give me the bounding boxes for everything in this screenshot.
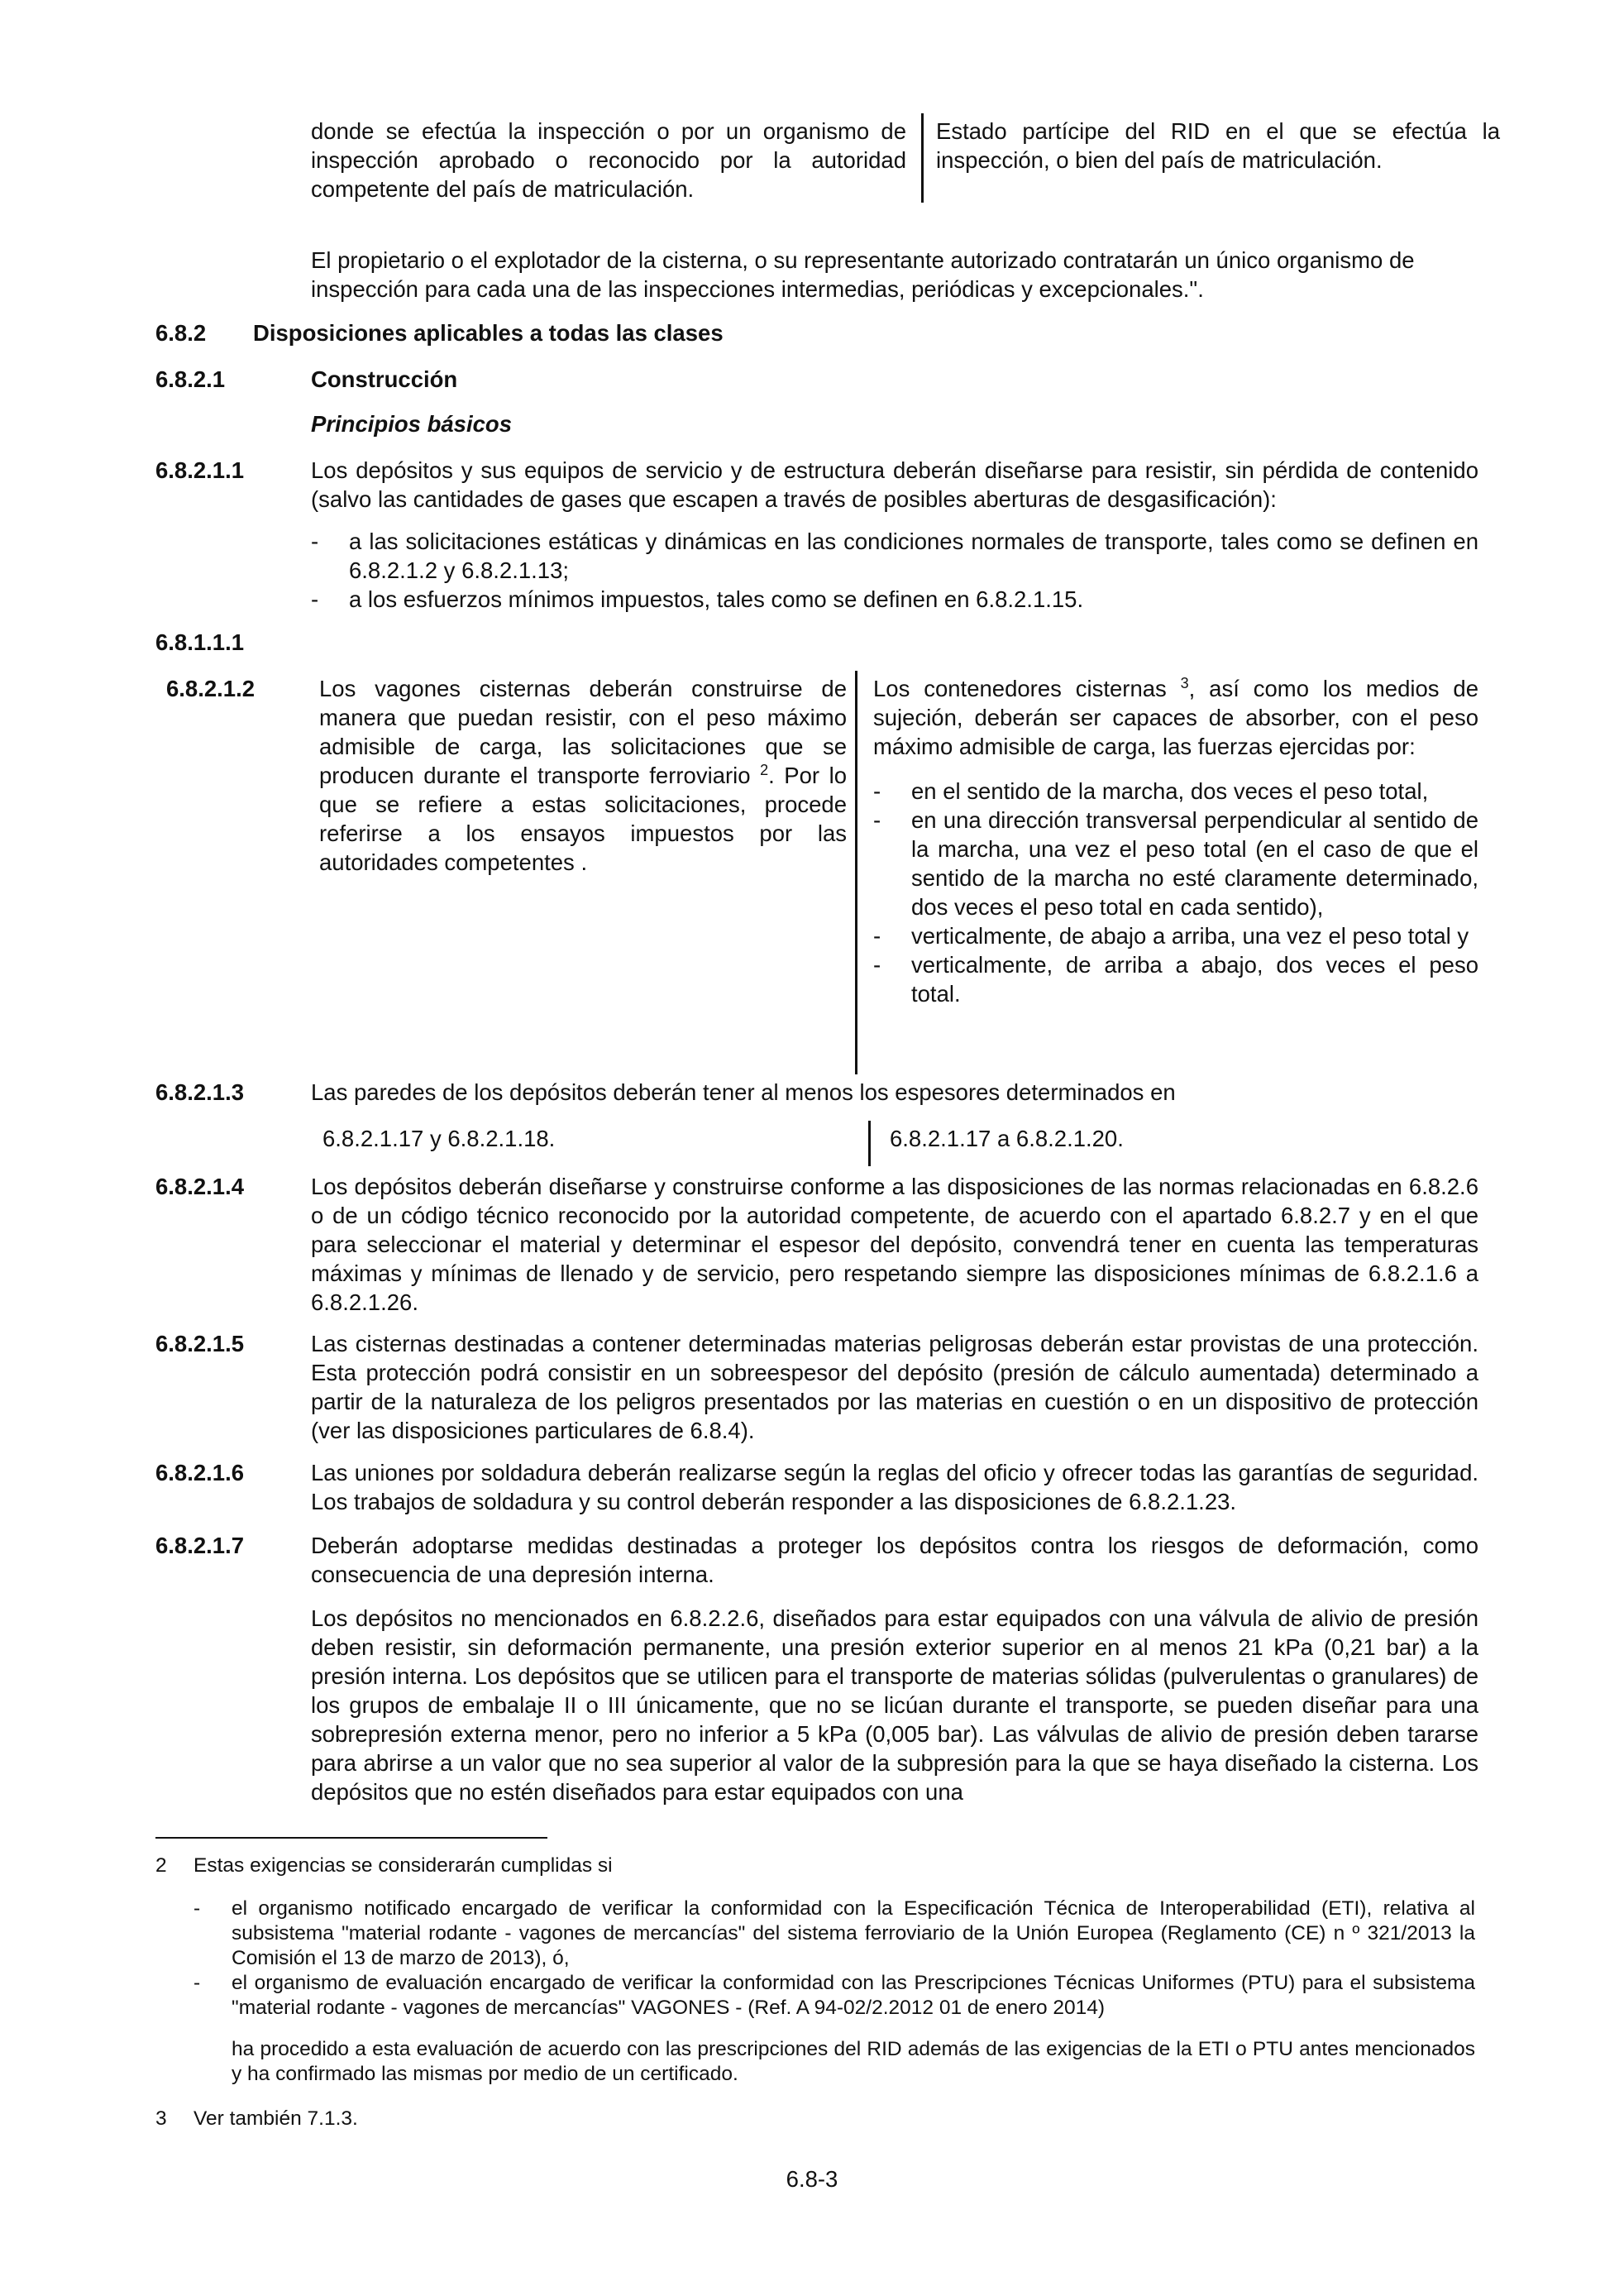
thickness-ref-left: 6.8.2.1.17 y 6.8.2.1.18. (322, 1126, 556, 1151)
tank-containers-text: Los contenedores cisternas $^3$, así como los medios de sujeción, deberán ser capaces de absorber, con el peso máximo admisible de carga, las fuerzas ejercidas por: (873, 674, 1478, 759)
paragraph-number: 6.8.2.1.4 (155, 1174, 245, 1199)
paragraph-text-continued: Los depósitos no mencionados en 6.8.2.2.6, diseñados para estar equipados con una válvula de alivio de presión deben resistir, sin deformación permanente, una presión exterior superior en al menos 21 kPa (0,21 bar) a la presión interna. Los depósitos que se utilicen para el transporte de materias sólidas (pulverulentas o granulares) de los grupos de embalaje II o III únicamente, que no se licúan durante el transporte, se pueden diseñar para una sobrepresión externa menor, pero no inferior a 5 kPa (0,005 bar). Las válvulas de alivio de presión deben tararse para abrirse a un valor que no sea superior al valor de la subpresión para la que se haya diseñado la cisterna. Los depósitos que no estén diseñados para estar equipados con una (311, 1605, 1478, 1805)
column-divider (921, 113, 924, 203)
thickness-ref-right: 6.8.2.1.17 a 6.8.2.1.20. (890, 1126, 1124, 1151)
paragraph-text: Las paredes de los depósitos deberán tener al menos los espesores determinados en (311, 1079, 1176, 1105)
footnote-list-item: - el organismo notificado encargado de verificar la conformidad con la Especificación Técnica de Interoperabilidad (ETI), relativa al subsistema "material rodante - vagones de mercancías" del sistema ferroviario de la Unión Europea (Reglamento (CE) n º 321/2013 la Comisión el 13 de marzo de 2013), ó, (193, 1897, 1475, 1971)
footnote-text: Ver también 7.1.3. (193, 2107, 358, 2130)
paragraph-number: 6.8.2.1.7 (155, 1533, 245, 1558)
footnote-separator (155, 1837, 547, 1839)
subsection-title: Construcción (311, 366, 458, 392)
footnote-intro: Estas exigencias se considerarán cumplidas si (193, 1854, 613, 1877)
stray-paragraph-number: 6.8.1.1.1 (155, 629, 245, 655)
footnote-list (193, 1897, 1475, 2021)
forces-list (873, 777, 1478, 1008)
paragraph-number: 6.8.2.1.1 (155, 457, 245, 483)
footnote-list-item: - el organismo de evaluación encargado de verificar la conformidad con las Prescripciones Técnicas Uniformes (PTU) para el subsistema "material rodante - vagones de mercancías" VAGONES - (Ref. A 94-02/2.2012 01 de enero 2014) (193, 1971, 1475, 2021)
footnote-mark: 2 (155, 1854, 167, 1877)
list-item: - a las solicitaciones estáticas y dinámicas en las condiciones normales de transporte, tales como se definen en 6.8.2.1.2 y 6.8.2.1.13; (311, 527, 1478, 585)
subheading: Principios básicos (311, 411, 513, 437)
list-item: - verticalmente, de abajo a arriba, una vez el peso total y (873, 921, 1478, 950)
intro-paragraph: El propietario o el explotador de la cisterna, o su representante autorizado contratarán un único organismo de inspección para cada una de las inspecciones intermedias, periódicas y excepcionales.". (311, 247, 1415, 302)
list-item: - en el sentido de la marcha, dos veces el peso total, (873, 777, 1478, 806)
page-number: 6.8-3 (786, 2166, 838, 2192)
paragraph-text: Las uniones por soldadura deberán realizarse según la reglas del oficio y ofrecer todas las garantías de seguridad. Los trabajos de soldadura y su control deberán responder a las disposiciones de 6.8.2.1.23. (311, 1460, 1478, 1514)
list-item: - verticalmente, de arriba a abajo, dos veces el peso total. (873, 950, 1478, 1008)
subsection-number: 6.8.2.1 (155, 366, 226, 392)
paragraph-text: Deberán adoptarse medidas destinadas a proteger los depósitos contra los riesgos de deformación, como consecuencia de una depresión interna. (311, 1533, 1478, 1587)
paragraph-number: 6.8.2.1.3 (155, 1079, 245, 1105)
footnote-ref: 2 (760, 761, 769, 778)
list-item: - en una dirección transversal perpendicular al sentido de la marcha, una vez el peso total (en el caso de que el sentido de la marcha no esté claramente determinado, dos veces el peso total en cada sentido), (873, 806, 1478, 921)
paragraph-number: 6.8.2.1.5 (155, 1331, 245, 1356)
paragraph-number: 6.8.2.1.6 (155, 1460, 245, 1485)
footnote-outro: ha procedido a esta evaluación de acuerdo con las prescripciones del RID además de las exigencias de la ETI o PTU antes mencionados y ha confirmado las mismas por medio de un certificado. (232, 2038, 1475, 2085)
column-divider (855, 671, 857, 1074)
rail-tank-wagons-text: Los vagones cisternas deberán construirse de manera que puedan resistir, con el peso máximo admisible de carga, las solicitaciones que se producen durante el transporte ferroviario $^2$. Por lo que se refiere a estas solicitaciones, procede referirse a los ensayos impuestos por las autoridades competentes . (319, 676, 847, 875)
paragraph-number: 6.8.2.1.2 (166, 676, 256, 701)
column-divider (868, 1121, 871, 1166)
paragraph-text: Los depósitos y sus equipos de servicio y de estructura deberán diseñarse para resistir, sin pérdida de contenido (salvo las cantidades de gases que escapen a través de posibles aberturas de desgasificación): (311, 457, 1478, 512)
paragraph-text: Los depósitos deberán diseñarse y construirse conforme a las disposiciones de las normas relacionadas en 6.8.2.6 o de un código técnico reconocido por la autoridad competente, de acuerdo con el apartado 6.8.2.7 y en el que para seleccionar el material y determinar el espesor del depósito, convendrá tener en cuenta las temperaturas máximas y mínimas de llenado y de servicio, pero respetando siempre las disposiciones mínimas de 6.8.2.1.6 a 6.8.2.1.26. (311, 1174, 1478, 1315)
section-number: 6.8.2 (155, 320, 207, 346)
paragraph-text: Las cisternas destinadas a contener determinadas materias peligrosas deberán estar provistas de una protección. Esta protección podrá consistir en un sobreespesor del depósito (presión de cálculo aumentada) determinado a partir de la naturaleza de los peligros presentados por las materias en cuestión o en un dispositivo de protección (ver las disposiciones particulares de 6.8.4). (311, 1331, 1478, 1443)
footnote-ref: 3 (1180, 674, 1189, 691)
list-item: - a los esfuerzos mínimos impuestos, tales como se definen en 6.8.2.1.15. (311, 585, 1478, 614)
footnote-mark: 3 (155, 2107, 167, 2130)
bullet-list (311, 527, 1478, 614)
top-table-left: donde se efectúa la inspección o por un organismo de inspección aprobado o reconocido por la autoridad competente del país de matriculación. (311, 118, 906, 202)
section-title: Disposiciones aplicables a todas las clases (253, 320, 724, 346)
top-table-right: Estado partícipe del RID en el que se efectúa la inspección, o bien del país de matriculación. (936, 118, 1500, 173)
